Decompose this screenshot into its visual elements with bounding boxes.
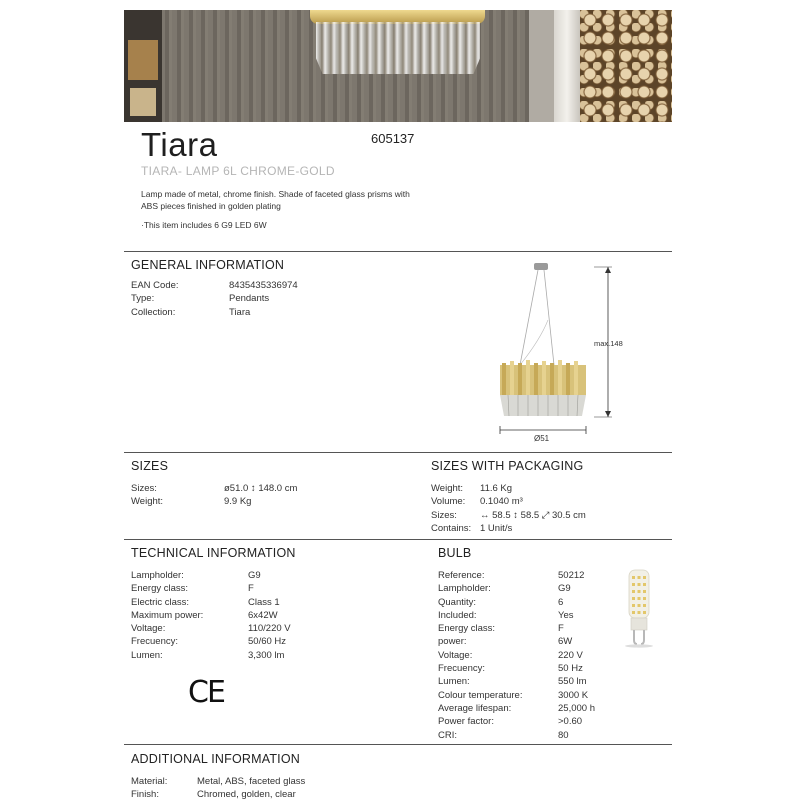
technical-row bbox=[131, 569, 291, 582]
row-label: Average lifespan: bbox=[438, 702, 512, 714]
row-label: Contains: bbox=[431, 522, 472, 534]
cable bbox=[520, 270, 538, 365]
technical-row bbox=[131, 622, 291, 635]
row-value: 0.1040 m³ bbox=[480, 496, 523, 508]
bulb-row bbox=[438, 689, 595, 702]
row-value: G9 bbox=[248, 570, 261, 581]
row-label: Voltage: bbox=[438, 649, 473, 661]
bulb-row bbox=[438, 702, 595, 715]
product-description: Lamp made of metal, chrome finish. Shade of faceted glass prisms with ABS pieces finished in golden plating bbox=[141, 189, 410, 211]
row-label: Included: bbox=[438, 609, 477, 621]
row-value: 50 Hz bbox=[558, 663, 583, 675]
row-label: Electric class: bbox=[131, 596, 190, 608]
packaging-list bbox=[431, 482, 586, 535]
row-label: Volume: bbox=[431, 496, 466, 508]
product-photo bbox=[124, 10, 672, 122]
bulb-row bbox=[438, 635, 595, 648]
technical-row bbox=[131, 609, 291, 622]
row-value: Metal, ABS, faceted glass bbox=[197, 776, 306, 787]
additional-info-list bbox=[131, 775, 305, 800]
pillar bbox=[554, 10, 580, 122]
ceiling-rose bbox=[534, 263, 548, 270]
bulb-row bbox=[438, 675, 595, 688]
row-value: 50212 bbox=[558, 570, 585, 581]
row-label: Reference: bbox=[438, 570, 485, 581]
row-label: Energy class: bbox=[438, 623, 496, 635]
row-value: ↔ 58.5 ↕ 58.5 ⤢ 30.5 cm bbox=[480, 509, 586, 521]
row-value: 220 V bbox=[558, 649, 583, 661]
sizes-title: SIZES bbox=[131, 459, 169, 473]
row-value: 3000 K bbox=[558, 689, 589, 701]
row-value: Tiara bbox=[229, 306, 251, 318]
row-label: power: bbox=[438, 636, 467, 648]
row-value: Yes bbox=[558, 609, 574, 621]
row-label: Weight: bbox=[431, 483, 464, 494]
height-label: max.148 bbox=[594, 339, 623, 348]
row-value: Class 1 bbox=[248, 596, 280, 608]
row-label: Frecuency: bbox=[131, 636, 178, 648]
row-label: Maximum power: bbox=[131, 609, 204, 621]
bulb-row bbox=[438, 582, 595, 595]
row-label: Lampholder: bbox=[131, 570, 184, 581]
row-label: CRI: bbox=[438, 729, 457, 741]
packaging-row bbox=[431, 495, 586, 508]
general-row bbox=[131, 292, 298, 305]
product-title: Tiara bbox=[141, 126, 218, 163]
divider bbox=[124, 744, 672, 745]
row-label: Sizes: bbox=[431, 509, 457, 521]
row-label: Lumen: bbox=[131, 649, 163, 661]
row-value: 9.9 Kg bbox=[224, 496, 252, 508]
technical-row bbox=[131, 596, 291, 609]
bulb-row bbox=[438, 609, 595, 622]
ce-mark-icon: CE bbox=[188, 675, 224, 710]
divider bbox=[124, 251, 672, 252]
row-value: 110/220 V bbox=[248, 623, 291, 635]
bulb-list bbox=[438, 569, 595, 742]
bulb-row bbox=[438, 729, 595, 742]
cable bbox=[544, 270, 554, 365]
packaging-row bbox=[431, 509, 586, 522]
technical-row bbox=[131, 635, 291, 648]
row-label: Lampholder: bbox=[438, 583, 491, 595]
technical-row bbox=[131, 582, 291, 595]
row-label: Finish: bbox=[131, 789, 159, 800]
general-row bbox=[131, 279, 298, 292]
row-label: Type: bbox=[131, 293, 155, 305]
firewood-stack bbox=[580, 10, 672, 122]
row-value: >0.60 bbox=[558, 716, 583, 728]
bulb-row bbox=[438, 715, 595, 728]
lamp-cap bbox=[310, 10, 485, 24]
row-value: 6 bbox=[558, 596, 564, 608]
row-value: 6x42W bbox=[248, 609, 278, 621]
sizes-row bbox=[131, 482, 297, 495]
product-reference: 605137 bbox=[371, 131, 415, 146]
row-value: Pendants bbox=[229, 293, 270, 305]
row-label: Lumen: bbox=[438, 676, 470, 688]
row-value: 80 bbox=[558, 729, 569, 741]
sizes-row bbox=[131, 495, 297, 508]
row-value: F bbox=[558, 623, 564, 635]
row-value: F bbox=[248, 583, 254, 595]
general-row bbox=[131, 306, 298, 319]
row-label: Collection: bbox=[131, 306, 176, 318]
bulb-row bbox=[438, 662, 595, 675]
bulb-row bbox=[438, 569, 595, 582]
additional-row bbox=[131, 775, 305, 788]
bulb-title: BULB bbox=[438, 546, 472, 560]
row-value: G9 bbox=[558, 583, 571, 595]
row-value: 550 lm bbox=[558, 676, 587, 688]
row-value: 8435435336974 bbox=[229, 280, 298, 291]
row-value: 6W bbox=[558, 636, 573, 648]
door bbox=[529, 10, 554, 122]
row-label: Quantity: bbox=[438, 596, 477, 608]
shelf bbox=[124, 10, 162, 122]
row-label: Material: bbox=[131, 776, 168, 787]
general-info-title: GENERAL INFORMATION bbox=[131, 258, 285, 272]
technical-info-title: TECHNICAL INFORMATION bbox=[131, 546, 296, 560]
technical-row bbox=[131, 649, 291, 662]
general-info-list bbox=[131, 279, 298, 319]
divider bbox=[124, 452, 672, 453]
lamp-prisms bbox=[316, 22, 480, 74]
row-label: EAN Code: bbox=[131, 280, 179, 291]
row-label: Weight: bbox=[131, 496, 164, 508]
row-value: 25,000 h bbox=[558, 702, 595, 714]
row-value: 11.6 Kg bbox=[480, 483, 513, 494]
row-label: Colour temperature: bbox=[438, 689, 523, 701]
row-value: ø51.0 ↕ 148.0 cm bbox=[224, 483, 298, 494]
bulb-row bbox=[438, 596, 595, 609]
dimension-diagram bbox=[490, 260, 630, 448]
row-value: Chromed, golden, clear bbox=[197, 789, 296, 800]
additional-info-title: ADDITIONAL INFORMATION bbox=[131, 752, 300, 766]
bulb-row bbox=[438, 649, 595, 662]
divider bbox=[124, 539, 672, 540]
lamp-glass-prisms bbox=[500, 395, 586, 416]
packaging-title: SIZES WITH PACKAGING bbox=[431, 459, 584, 473]
bulb-row bbox=[438, 622, 595, 635]
technical-info-list bbox=[131, 569, 291, 662]
product-subtitle: TIARA- LAMP 6L CHROME-GOLD bbox=[141, 164, 335, 178]
row-label: Energy class: bbox=[131, 583, 189, 595]
width-label: Ø51 bbox=[534, 434, 550, 443]
row-label: Frecuency: bbox=[438, 663, 485, 675]
row-value: 3,300 lm bbox=[248, 649, 285, 661]
packaging-row bbox=[431, 522, 586, 535]
row-label: Power factor: bbox=[438, 716, 494, 728]
g9-bulb-icon bbox=[618, 568, 660, 648]
packaging-row bbox=[431, 482, 586, 495]
additional-row bbox=[131, 788, 305, 800]
sizes-list bbox=[131, 482, 297, 509]
row-label: Sizes: bbox=[131, 483, 157, 494]
row-label: Voltage: bbox=[131, 623, 166, 635]
product-note: ·This item includes 6 G9 LED 6W bbox=[141, 220, 267, 230]
row-value: 1 Unit/s bbox=[480, 522, 513, 534]
row-value: 50/60 Hz bbox=[248, 636, 287, 648]
